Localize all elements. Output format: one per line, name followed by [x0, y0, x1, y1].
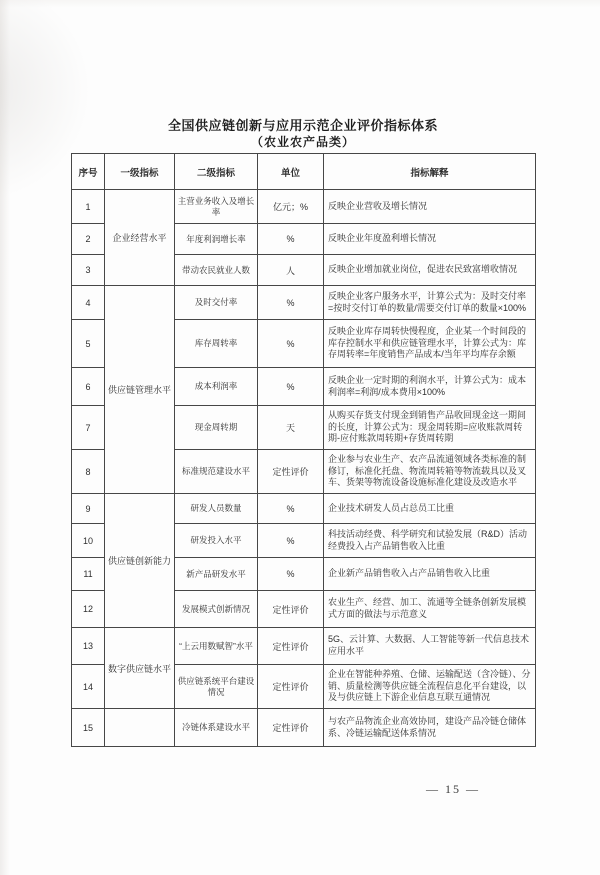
unit-cell: %: [258, 524, 324, 558]
header-unit: 单位: [258, 154, 324, 190]
level2-cell: “上云用数赋智”水平: [175, 628, 258, 665]
unit-cell: 定性评价: [258, 628, 324, 665]
serial-cell: 5: [72, 320, 105, 368]
explanation-cell: 5G、云计算、大数据、人工智能等新一代信息技术应用水平: [324, 628, 536, 665]
level2-cell: 冷链体系建设水平: [175, 709, 258, 747]
level2-cell: 库存周转率: [175, 320, 258, 368]
serial-cell: 14: [72, 665, 105, 709]
explanation-cell: 与农产品物流企业高效协同，建设产品冷链仓储体系、冷链运输配送体系情况: [324, 709, 536, 747]
unit-cell: 定性评价: [258, 450, 324, 494]
level2-cell: 新产品研发水平: [175, 558, 258, 591]
explanation-cell: 反映企业一定时期的利润水平，计算公式为：成本利润率=利润/成本费用×100%: [324, 368, 536, 406]
unit-cell: %: [258, 558, 324, 591]
level2-cell: 发展模式创新情况: [175, 591, 258, 628]
level2-cell: 供应链系统平台建设情况: [175, 665, 258, 709]
level2-cell: 带动农民就业人数: [175, 255, 258, 286]
serial-cell: 7: [72, 406, 105, 450]
level2-cell: 主营业务收入及增长率: [175, 190, 258, 224]
serial-cell: 9: [72, 494, 105, 524]
level1-cell: 供应链管理水平: [105, 286, 175, 494]
serial-cell: 13: [72, 628, 105, 665]
header-level2: 二级指标: [175, 154, 258, 190]
explanation-cell: 农业生产、经营、加工、流通等全链条创新发展模式方面的做法与示范意义: [324, 591, 536, 628]
serial-cell: 15: [72, 709, 105, 747]
unit-cell: %: [258, 494, 324, 524]
unit-cell: %: [258, 224, 324, 255]
level1-cell: 企业经营水平: [105, 190, 175, 286]
explanation-cell: 反映企业营收及增长情况: [324, 190, 536, 224]
unit-cell: 定性评价: [258, 709, 324, 747]
level1-cell: 数字供应链水平: [105, 628, 175, 709]
unit-cell: 天: [258, 406, 324, 450]
serial-cell: 8: [72, 450, 105, 494]
explanation-cell: 反映企业客户服务水平，计算公式为：及时交付率=按时交付订单的数量/需要交付订单的数量×100%: [324, 286, 536, 320]
serial-cell: 12: [72, 591, 105, 628]
unit-cell: 定性评价: [258, 591, 324, 628]
serial-cell: 2: [72, 224, 105, 255]
unit-cell: 人: [258, 255, 324, 286]
explanation-cell: 科技活动经费、科学研究和试验发展（R&D）活动经费投入占产品销售收入比重: [324, 524, 536, 558]
explanation-cell: 从购买存货支付现金到销售产品收回现金这一期间的长度，计算公式为：现金周转期=应收账款周转期-应付账款周转期+存货周转期: [324, 406, 536, 450]
unit-cell: %: [258, 320, 324, 368]
level2-cell: 研发投入水平: [175, 524, 258, 558]
serial-cell: 1: [72, 190, 105, 224]
explanation-cell: 企业在智能种养殖、仓储、运输配送（含冷链）、分销、质量检测等供应链全流程信息化平台建设，以及与供应链上下游企业信息互联互通情况: [324, 665, 536, 709]
header-level1: 一级指标: [105, 154, 175, 190]
explanation-cell: 企业技术研发人员占总员工比重: [324, 494, 536, 524]
page-number: — 15 —: [426, 782, 480, 796]
table-row: [72, 494, 536, 524]
table-row: [72, 628, 536, 665]
level1-cell: 供应链创新能力: [105, 494, 175, 628]
level2-cell: 及时交付率: [175, 286, 258, 320]
indicator-table: [71, 153, 536, 747]
unit-cell: %: [258, 368, 324, 406]
page-subtitle: （农业农产品类）: [250, 134, 355, 149]
level2-cell: 成本利润率: [175, 368, 258, 406]
table-header-row: [72, 154, 536, 190]
header-explanation: 指标解释: [324, 154, 536, 190]
table-row: [72, 190, 536, 224]
level2-cell: 现金周转期: [175, 406, 258, 450]
header-no: 序号: [72, 154, 105, 190]
serial-cell: 11: [72, 558, 105, 591]
explanation-cell: 反映企业库存周转快慢程度，企业某一个时间段的库存控制水平和供应链管理水平，计算公式为：库存周转率=年度销售产品成本/当年平均库存余额: [324, 320, 536, 368]
serial-cell: 4: [72, 286, 105, 320]
explanation-cell: 反映企业增加就业岗位，促进农民致富增收情况: [324, 255, 536, 286]
level2-cell: 研发人员数量: [175, 494, 258, 524]
unit-cell: 亿元；%: [258, 190, 324, 224]
level1-cell-empty: [105, 709, 175, 747]
explanation-cell: 反映企业年度盈利增长情况: [324, 224, 536, 255]
page-title: 全国供应链创新与应用示范企业评价指标体系: [167, 118, 438, 133]
serial-cell: 3: [72, 255, 105, 286]
document-title-block: [71, 118, 535, 149]
table-row: [72, 709, 536, 747]
level2-cell: 标准规范建设水平: [175, 450, 258, 494]
explanation-cell: 企业新产品销售收入占产品销售收入比重: [324, 558, 536, 591]
table-row: [72, 286, 536, 320]
serial-cell: 6: [72, 368, 105, 406]
unit-cell: 定性评价: [258, 665, 324, 709]
serial-cell: 10: [72, 524, 105, 558]
unit-cell: %: [258, 286, 324, 320]
level2-cell: 年度利润增长率: [175, 224, 258, 255]
explanation-cell: 企业参与农业生产、农产品流通领域各类标准的制修订，标准化托盘、物流周转箱等物流载具以及叉车、货架等物流设备设施标准化建设及改造水平: [324, 450, 536, 494]
